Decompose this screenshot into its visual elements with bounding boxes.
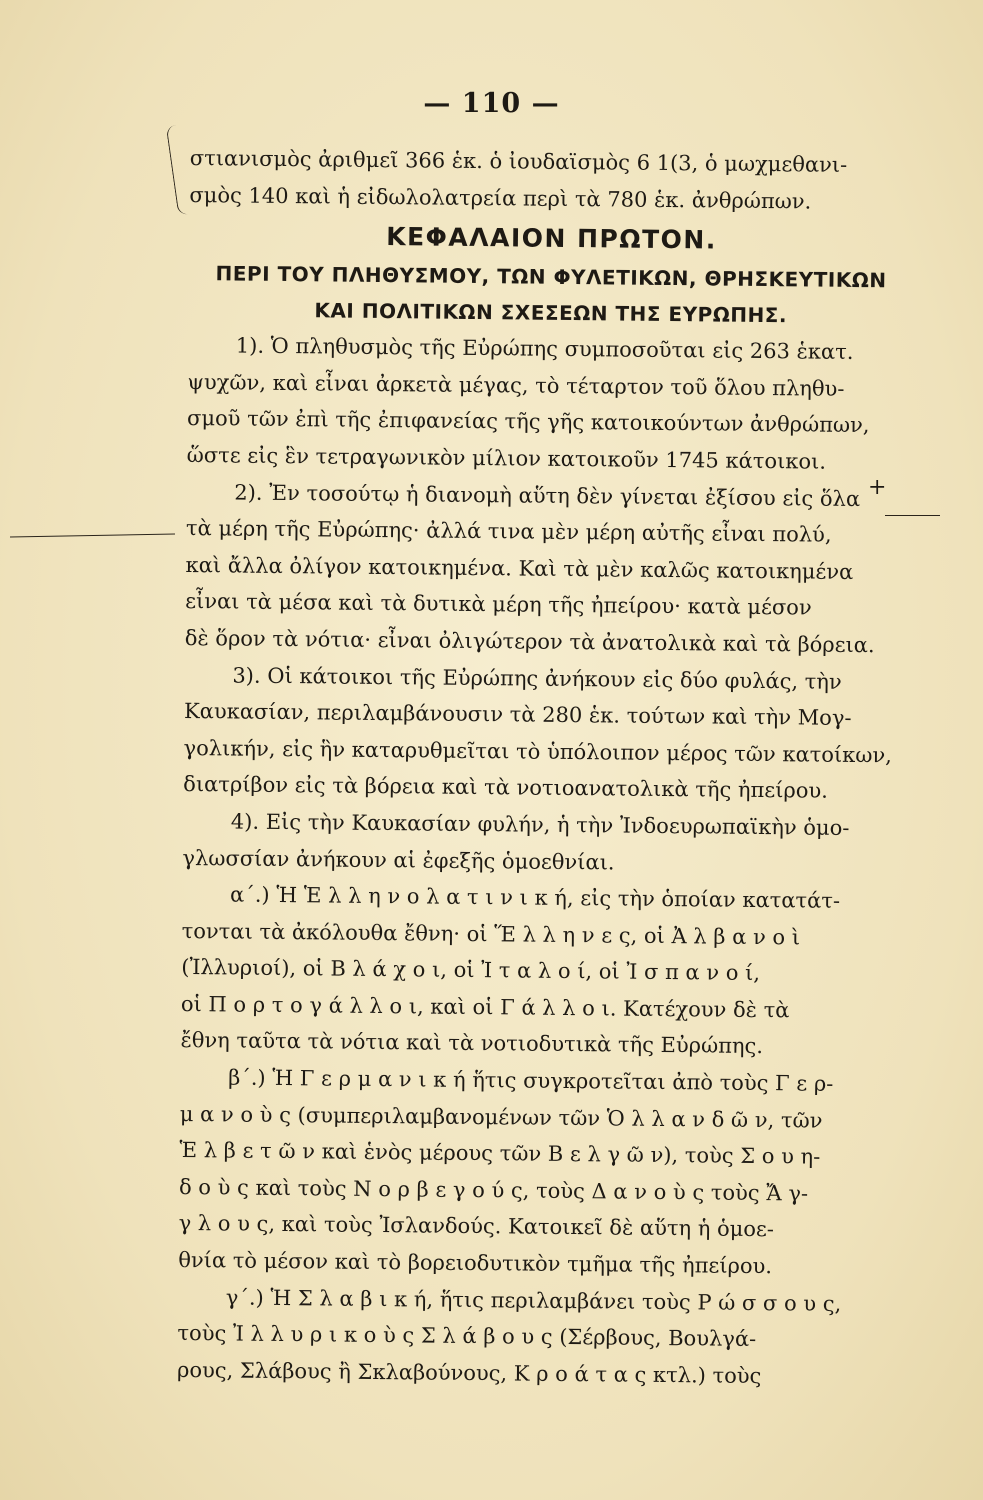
subsection-a-line: α΄.) Ἡ Ἑ λ λ η ν ο λ α τ ι ν ι κ ή, εἰς τὴν ὁποίαν κατατάτ- — [229, 882, 841, 913]
page-text — [177, 140, 915, 1396]
margin-pencil-line — [10, 534, 175, 538]
page-number: — 110 — — [423, 88, 560, 119]
text-line: (Ἰλλυριοί), οἱ Β λ ά χ ο ι, οἱ Ἰ τ α λ ο ί, οἱ Ἰ σ π α ν ο ί, — [181, 955, 761, 986]
chapter-title: ΚΕΦΑΛΑΙΟΝ ΠΡΩΤΟΝ. — [386, 222, 717, 255]
text-line: γολικήν, εἰς ἣν καταρυθμεῖται τὸ ὑπόλοιπον μέρος τῶν κατοίκων, — [183, 735, 893, 768]
text-line: τονται τὰ ἀκόλουθα ἔθνη· οἱ Ἕ λ λ η ν ε ς, οἱ Ἀ λ β α ν ο ὶ — [181, 918, 801, 950]
text-line: ἔθνη ταῦτα τὰ νότια καὶ τὰ νοτιοδυτικὰ τῆς Εὐρώπης. — [180, 1028, 764, 1059]
paragraph-2-line: 2). Ἐν τοσούτῳ ἡ διανομὴ αὕτη δὲν γίνεται ἐξίσου εἰς ὅλα — [234, 480, 861, 511]
text-line: γ λ ο υ ς, καὶ τοὺς Ἰσλανδούς. Κατοικεῖ δὲ αὕτη ἡ ὁμοε- — [178, 1211, 775, 1242]
text-line: δ ο ὺ ς καὶ τοὺς Ν ο ρ β ε γ ο ύ ς, τοὺς Δ α ν ο ὺ ς τοὺς Ἄ γ- — [178, 1174, 809, 1206]
text-line: διατρίβον εἰς τὰ βόρεια καὶ τὰ νοτιοανατολικὰ τῆς ἠπείρου. — [183, 772, 829, 804]
margin-bracket-mark — [166, 125, 191, 216]
chapter-subtitle-line-2: ΚΑΙ ΠΟΛΙΤΙΚΩΝ ΣΧΕΣΕΩΝ ΤΗΣ ΕΥΡΩΠΗΣ. — [314, 298, 788, 328]
text-line: Ἑ λ β ε τ ῶ ν καὶ ἑνὸς μέρους τῶν Β ε λ γ ῶ ν), τοὺς Σ ο υ η- — [179, 1138, 821, 1169]
text-line: στιανισμὸς ἀριθμεῖ 366 ἑκ. ὁ ἰουδαϊσμὸς 6 1(3, ὁ μωχμεθανι- — [189, 145, 848, 177]
text-line: τοὺς Ἰ λ λ υ ρ ι κ ο ὺ ς Σ λ ά β ο υ ς (Σέρβους, Βουλγά- — [177, 1321, 757, 1352]
text-line: τὰ μέρη τῆς Εὐρώπης· ἀλλά τινα μὲν μέρη αὐτῆς εἶναι πολύ, — [185, 516, 832, 547]
text-line: ὥστε εἰς ἓν τετραγωνικὸν μίλιον κατοικοῦν 1745 κάτοικοι. — [186, 442, 827, 474]
text-line: ρους, Σλάβους ἢ Σκλαβούνους, Κ ρ ο ά τ α ς κτλ.) τοὺς — [176, 1357, 762, 1388]
text-line: οἱ Π ο ρ τ ο γ ά λ λ ο ι, καὶ οἱ Γ ά λ λ ο ι. Κατέχουν δὲ τὰ — [180, 991, 790, 1023]
paragraph-3-line: 3). Οἱ κάτοικοι τῆς Εὐρώπης ἀνήκουν εἰς δύο φυλάς, τὴν — [232, 663, 842, 694]
text-line: σμοῦ τῶν ἐπὶ τῆς ἐπιφανείας τῆς γῆς κατοικούντων ἀνθρώπων, — [186, 406, 870, 438]
text-line: θνία τὸ μέσον καὶ τὸ βορειοδυτικὸν τμῆμα τῆς ἠπείρου. — [178, 1247, 773, 1279]
text-line: ψυχῶν, καὶ εἶναι ἀρκετὰ μέγας, τὸ τέταρτον τοῦ ὅλου πληθυ- — [187, 369, 845, 401]
text-line: δὲ ὅρον τὰ νότια· εἶναι ὀλιγώτερον τὰ ἀνατολικὰ καὶ τὰ βόρεια. — [184, 625, 875, 658]
pencil-cross-mark: + — [868, 475, 887, 500]
chapter-subtitle-line-1: ΠΕΡΙ ΤΟΥ ΠΛΗΘΥΣΜΟΥ, ΤΩΝ ΦΥΛΕΤΙΚΩΝ, ΘΡΗΣΚΕΥΤΙΚΩΝ — [215, 261, 887, 293]
paragraph-4-line: 4). Εἰς τὴν Καυκασίαν φυλήν, ἡ τὴν Ἰνδοευρωπαϊκὴν ὁμο- — [230, 809, 850, 840]
subsection-c-line: γ΄.) Ἡ Σ λ α β ι κ ή, ἥτις περιλαμβάνει τοὺς Ρ ώ σ σ ο υ ς, — [225, 1285, 842, 1316]
text-line: γλωσσίαν ἀνήκουν αἱ ἐφεξῆς ὁμοεθνίαι. — [182, 845, 615, 874]
text-line: καὶ ἄλλα ὀλίγον κατοικημένα. Καὶ τὰ μὲν καλῶς κατοικημένα — [185, 552, 854, 584]
text-line: σμὸς 140 καὶ ἡ εἰδωλολατρεία περὶ τὰ 780 ἑκ. ἀνθρώπων. — [189, 182, 812, 214]
text-line: μ α ν ο ὺ ς (συμπεριλαμβανομένων τῶν Ὁ λ λ α ν δ ῶ ν, τῶν — [179, 1101, 823, 1133]
text-line: εἶναι τὰ μέσα καὶ τὰ δυτικὰ μέρη τῆς ἠπείρου· κατὰ μέσον — [185, 589, 812, 620]
subsection-b-line: β΄.) Ἡ Γ ε ρ μ α ν ι κ ή ἥτις συγκροτεῖται ἀπὸ τοὺς Γ ε ρ- — [228, 1065, 834, 1096]
paragraph-1-line: 1). Ὁ πληθυσμὸς τῆς Εὐρώπης συμποσοῦται εἰς 263 ἑκατ. — [235, 333, 854, 365]
text-line: Καυκασίαν, περιλαμβάνουσιν τὰ 280 ἑκ. τούτων καὶ τὴν Μογ- — [183, 699, 852, 731]
